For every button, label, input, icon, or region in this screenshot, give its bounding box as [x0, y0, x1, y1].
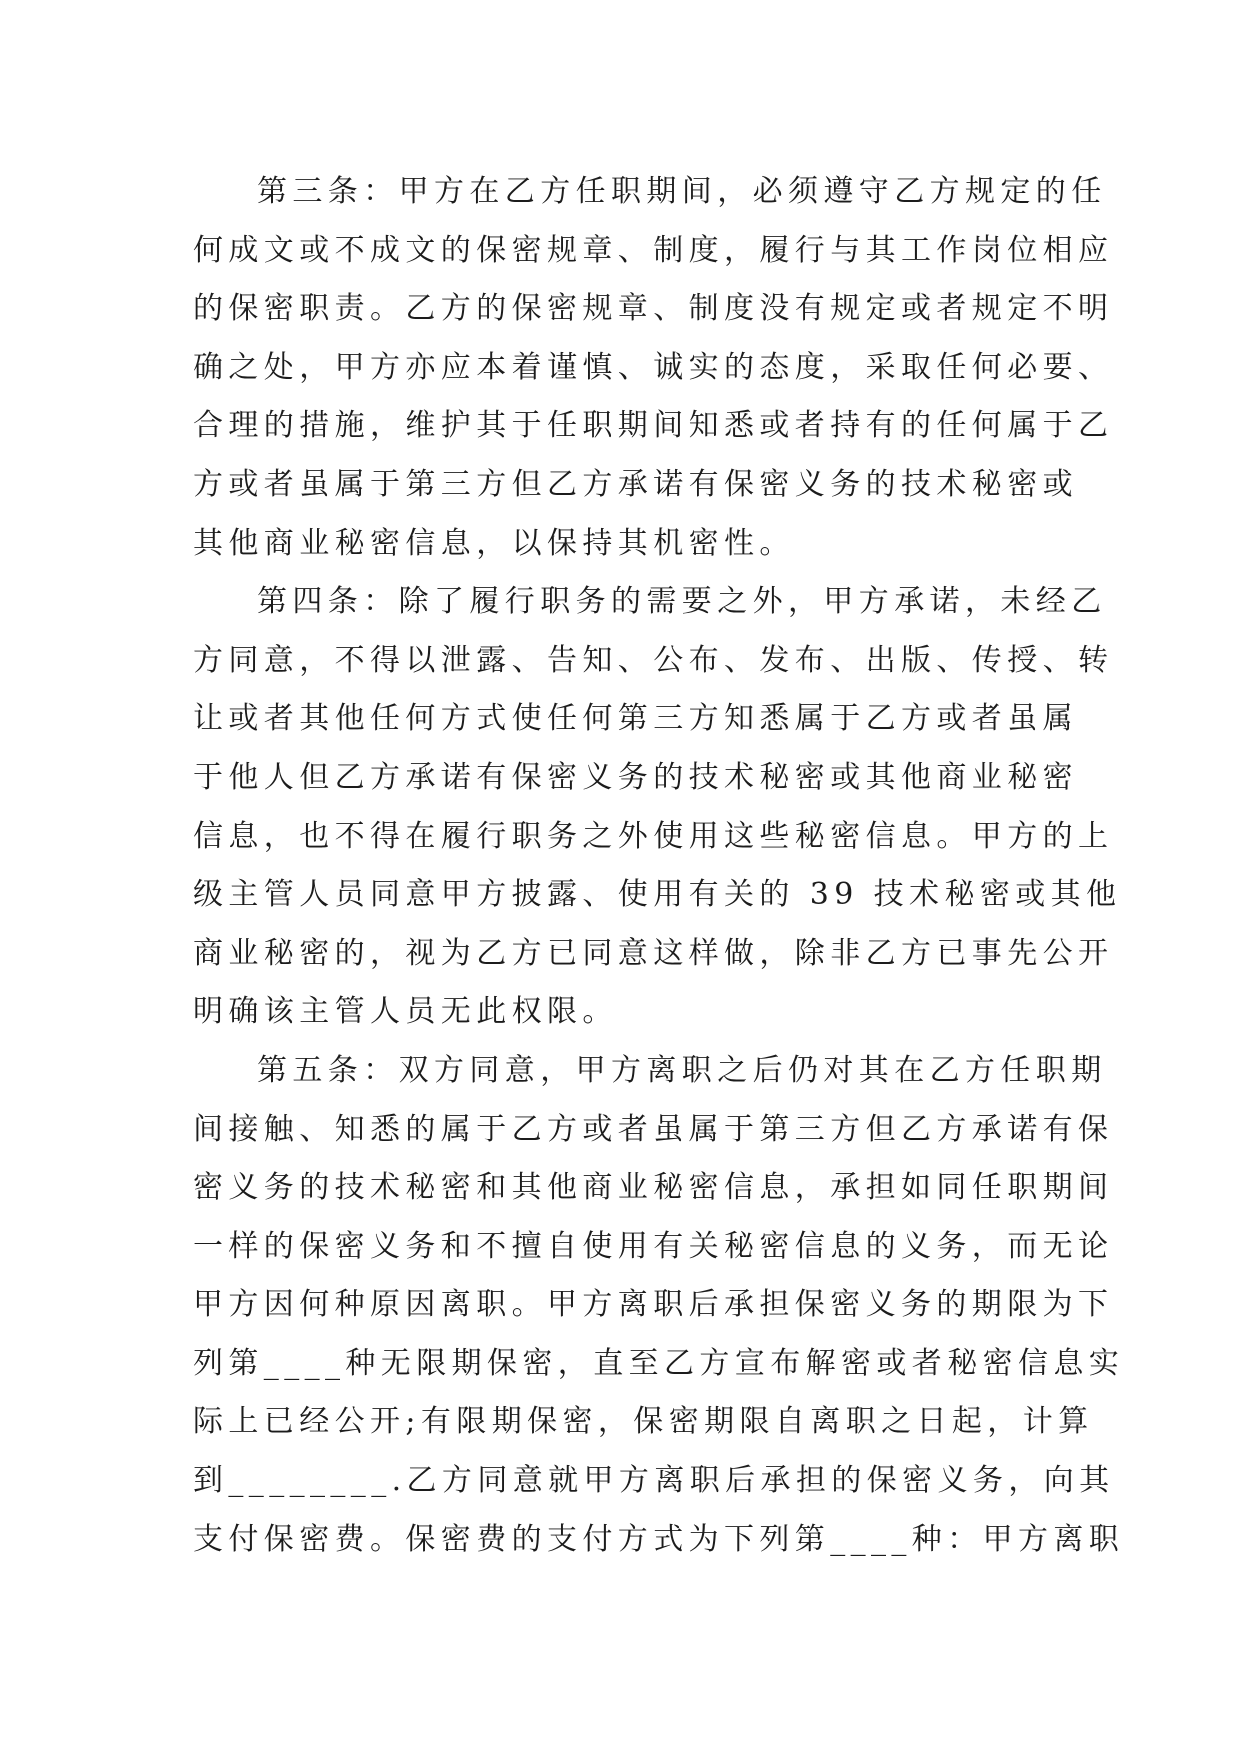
text-line: 密义务的技术秘密和其他商业秘密信息，承担如同任职期间 — [193, 1170, 1114, 1206]
text-line: 到________.乙方同意就甲方离职后承担的保密义务，向其 — [193, 1463, 1115, 1499]
text-line: 确之处，甲方亦应本着谨慎、诚实的态度，采取任何必要、 — [193, 349, 1114, 385]
text-line: 的保密职责。乙方的保密规章、制度没有规定或者规定不明 — [193, 291, 1114, 327]
text-line: 第四条：除了履行职务的需要之外，甲方承诺，未经乙 — [257, 584, 1107, 620]
text-line: 让或者其他任何方式使任何第三方知悉属于乙方或者虽属 — [193, 701, 1078, 737]
text-line: 商业秘密的，视为乙方已同意这样做，除非乙方已事先公开 — [193, 935, 1114, 971]
text-line: 际上已经公开;有限期保密，保密期限自离职之日起，计算 — [193, 1404, 1094, 1440]
text-line: 级主管人员同意甲方披露、使用有关的 39 技术秘密或其他 — [193, 877, 1122, 913]
document-body — [193, 163, 1125, 1569]
text-line: 方或者虽属于第三方但乙方承诺有保密义务的技术秘密或 — [193, 466, 1078, 502]
text-line: 信息，也不得在履行职务之外使用这些秘密信息。甲方的上 — [193, 818, 1114, 854]
paragraph-article-5 — [193, 1042, 1125, 1569]
text-line: 甲方因何种原因离职。甲方离职后承担保密义务的期限为下 — [193, 1287, 1114, 1323]
text-line: 其他商业秘密信息，以保持其机密性。 — [193, 525, 795, 561]
text-line: 列第____种无限期保密，直至乙方宣布解密或者秘密信息实 — [193, 1345, 1125, 1381]
text-line: 支付保密费。保密费的支付方式为下列第____种：甲方离职 — [193, 1521, 1125, 1557]
text-line: 第三条：甲方在乙方任职期间，必须遵守乙方规定的任 — [257, 174, 1107, 209]
text-line: 何成文或不成文的保密规章、制度，履行与其工作岗位相应 — [193, 232, 1114, 268]
paragraph-article-4 — [193, 573, 1122, 1042]
text-line: 方同意，不得以泄露、告知、公布、发布、出版、传授、转 — [193, 642, 1114, 678]
text-line: 间接触、知悉的属于乙方或者虽属于第三方但乙方承诺有保 — [193, 1111, 1114, 1147]
text-line: 明确该主管人员无此权限。 — [193, 994, 618, 1030]
paragraph-article-3 — [193, 163, 1114, 573]
text-line: 第五条：双方同意，甲方离职之后仍对其在乙方任职期 — [257, 1052, 1107, 1088]
text-line: 于他人但乙方承诺有保密义务的技术秘密或其他商业秘密 — [193, 759, 1078, 795]
text-line: 合理的措施，维护其于任职期间知悉或者持有的任何属于乙 — [193, 408, 1114, 444]
text-line: 一样的保密义务和不擅自使用有关秘密信息的义务，而无论 — [193, 1228, 1114, 1264]
